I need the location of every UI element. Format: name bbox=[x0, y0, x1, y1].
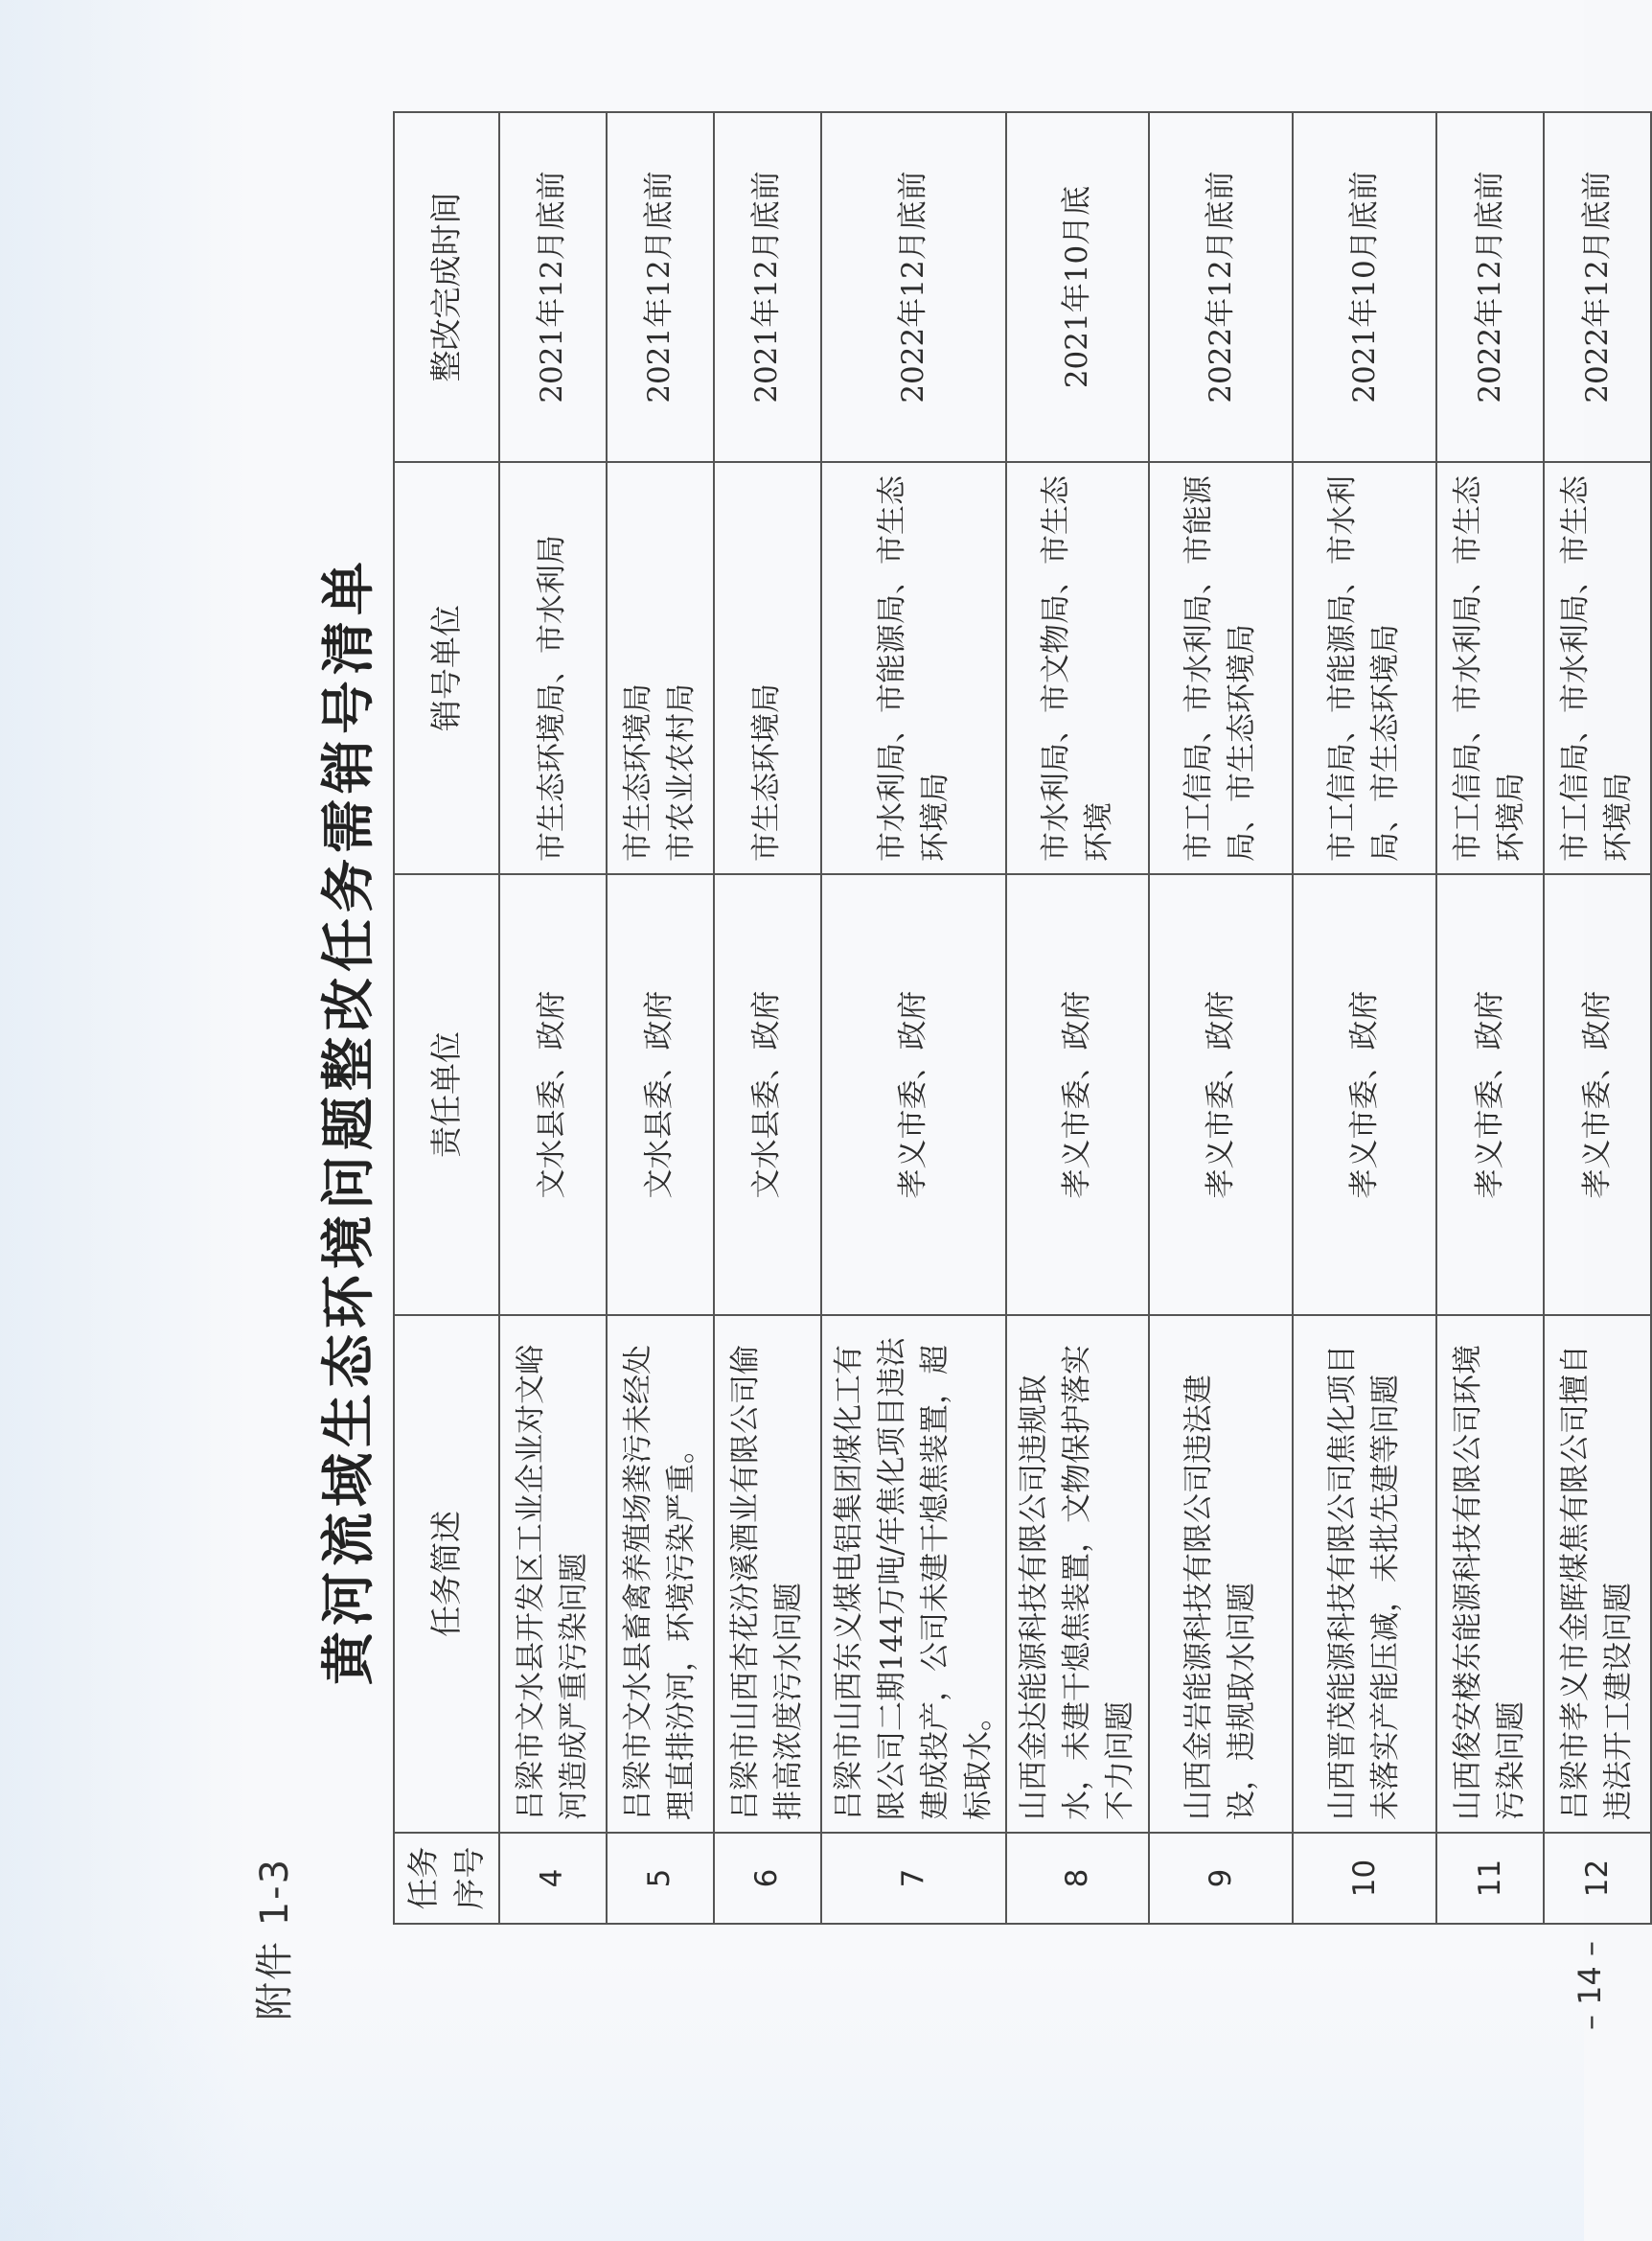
cell-id: 7 bbox=[821, 1833, 1007, 1924]
cell-deadline: 2022年12月底前 bbox=[1436, 112, 1544, 462]
table-row bbox=[1006, 112, 1149, 1924]
table-row bbox=[499, 112, 607, 1924]
cell-desc: 山西俊安楼东能源科技有限公司环境污染问题 bbox=[1436, 1315, 1544, 1833]
table-header-row bbox=[394, 112, 499, 1924]
cell-close: 市工信局、市水利局、市能源局、市生态环境局 bbox=[1149, 462, 1293, 874]
cell-id: 12 bbox=[1544, 1833, 1651, 1924]
table-row bbox=[1544, 112, 1651, 1924]
cell-close: 市生态环境局 bbox=[714, 462, 821, 874]
cell-desc: 吕梁市文水县开发区工业企业对文峪河造成严重污染问题 bbox=[499, 1315, 607, 1833]
cell-close: 市工信局、市水利局、市生态环境局 bbox=[1436, 462, 1544, 874]
cell-id: 10 bbox=[1293, 1833, 1436, 1924]
cell-desc: 吕梁市山西杏花汾溪酒业有限公司偷排高浓度污水问题 bbox=[714, 1315, 821, 1833]
cell-resp: 孝义市委、政府 bbox=[1149, 874, 1293, 1315]
cell-desc: 山西金达能源科技有限公司违规取水，未建干熄焦装置，文物保护落实不力问题 bbox=[1006, 1315, 1149, 1833]
cell-id: 5 bbox=[607, 1833, 714, 1924]
cell-close: 市水利局、市文物局、市生态环境 bbox=[1006, 462, 1149, 874]
cell-deadline: 2022年12月底前 bbox=[1149, 112, 1293, 462]
cell-resp: 孝义市委、政府 bbox=[1006, 874, 1149, 1315]
header-id: 任务序号 bbox=[394, 1833, 499, 1924]
cell-resp: 文水县委、政府 bbox=[607, 874, 714, 1315]
cell-desc: 吕梁市孝义市金晖煤焦有限公司擅自违法开工建设问题 bbox=[1544, 1315, 1651, 1833]
cell-id: 11 bbox=[1436, 1833, 1544, 1924]
cell-id: 4 bbox=[499, 1833, 607, 1924]
table-row bbox=[1293, 112, 1436, 1924]
cell-deadline: 2021年12月底前 bbox=[714, 112, 821, 462]
table-row bbox=[1149, 112, 1293, 1924]
header-deadline: 整改完成时间 bbox=[394, 112, 499, 462]
cell-deadline: 2021年12月底前 bbox=[499, 112, 607, 462]
task-table bbox=[393, 111, 1652, 1925]
cell-id: 8 bbox=[1006, 1833, 1149, 1924]
page-number: – 14 – bbox=[1572, 1940, 1608, 2030]
cell-desc: 山西晋茂能源科技有限公司焦化项目未落实产能压减，未批先建等问题 bbox=[1293, 1315, 1436, 1833]
header-resp: 责任单位 bbox=[394, 874, 499, 1315]
cell-resp: 孝义市委、政府 bbox=[821, 874, 1007, 1315]
cell-resp: 孝义市委、政府 bbox=[1544, 874, 1651, 1315]
cell-deadline: 2022年12月底前 bbox=[1544, 112, 1651, 462]
table-row bbox=[821, 112, 1007, 1924]
annex-label: 附件 1-3 bbox=[253, 1857, 297, 2021]
cell-id: 9 bbox=[1149, 1833, 1293, 1924]
header-desc: 任务简述 bbox=[394, 1315, 499, 1833]
table-row bbox=[714, 112, 821, 1924]
cell-desc: 吕梁市山西东义煤电铝集团煤化工有限公司二期144万吨/年焦化项目违法建成投产，公司未建干熄焦装置，超标取水。 bbox=[821, 1315, 1007, 1833]
cell-close: 市生态环境局 市农业农村局 bbox=[607, 462, 714, 874]
cell-desc: 山西金岩能源科技有限公司违法建设，违规取水问题 bbox=[1149, 1315, 1293, 1833]
table-row bbox=[1436, 112, 1544, 1924]
cell-id: 6 bbox=[714, 1833, 821, 1924]
cell-deadline: 2021年10月底 bbox=[1006, 112, 1149, 462]
cell-deadline: 2021年10月底前 bbox=[1293, 112, 1436, 462]
cell-close: 市水利局、市能源局、市生态环境局 bbox=[821, 462, 1007, 874]
header-close: 销号单位 bbox=[394, 462, 499, 874]
cell-deadline: 2021年12月底前 bbox=[607, 112, 714, 462]
cell-close: 市工信局、市水利局、市生态环境局 bbox=[1544, 462, 1651, 874]
cell-resp: 孝义市委、政府 bbox=[1293, 874, 1436, 1315]
cell-close: 市工信局、市能源局、市水利局、市生态环境局 bbox=[1293, 462, 1436, 874]
cell-resp: 文水县委、政府 bbox=[714, 874, 821, 1315]
cell-close: 市生态环境局、市水利局 bbox=[499, 462, 607, 874]
cell-resp: 孝义市委、政府 bbox=[1436, 874, 1544, 1315]
cell-desc: 吕梁市文水县畜禽养殖场粪污未经处理直排汾河，环境污染严重。 bbox=[607, 1315, 714, 1833]
document-title: 黄河流域生态环境问题整改任务需销号清单 bbox=[317, 556, 380, 1685]
cell-resp: 文水县委、政府 bbox=[499, 874, 607, 1315]
table-row bbox=[607, 112, 714, 1924]
cell-deadline: 2022年12月底前 bbox=[821, 112, 1007, 462]
